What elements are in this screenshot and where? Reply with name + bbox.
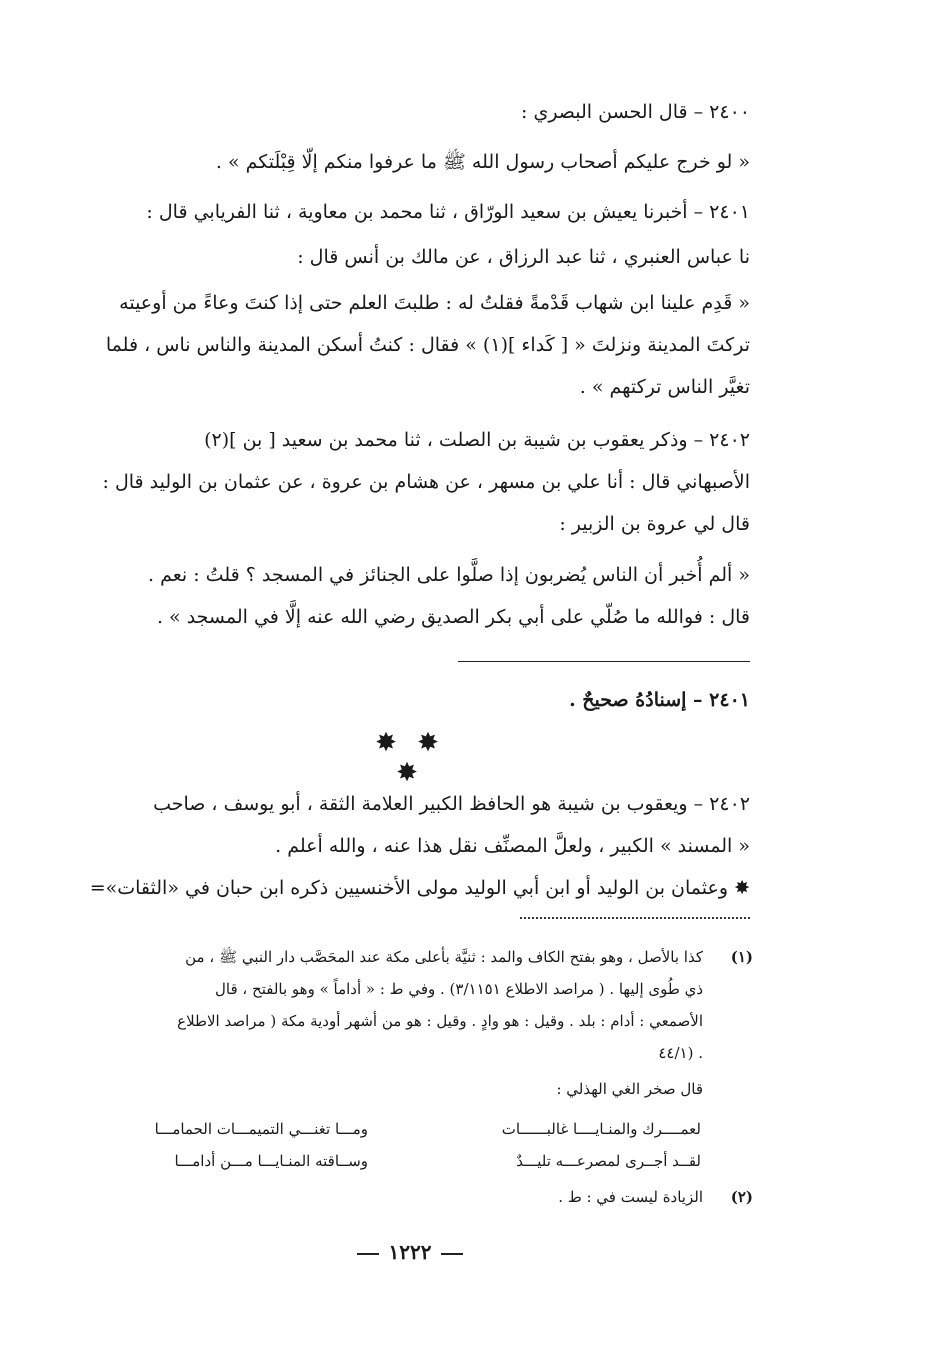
- hadith-2401-text-line-2: تركتَ المدينة ونزلتَ « [ كَداء ](١) » فقال : كنتُ أسكن المدينة والناس ناس ، فلما: [105, 334, 750, 356]
- poem-verse-1-second-hemistich: ومـــا تغنـــي التميمـــات الحمامـــا: [154, 1120, 368, 1138]
- footnote-separator: [520, 917, 750, 919]
- poem-verse-2-first-hemistich: لقــد أجــرى لمصرعـــه تليـــدٌ: [516, 1152, 701, 1170]
- section-separator-stars: ✸ ✸ ✸: [375, 728, 445, 788]
- poem-verse-1-first-hemistich: لعمــــرك والمنـايــــا غالبــــــات: [501, 1120, 701, 1138]
- footnote-2-marker: (٢): [730, 1188, 753, 1206]
- commentary-2402-line-2: « المسند » الكبير ، ولعلَّ المصنِّف نقل هذا عنه ، والله أعلم .: [275, 835, 750, 857]
- commentary-2401: ٢٤٠١ – إسنادُهُ صحيحٌ .: [569, 689, 750, 711]
- hadith-2401-text-line-1: « قَدِم علينا ابن شهاب قَدْمةً فقلتُ له : طلبتَ العلم حتى إذا كنتَ وعاءً من أوعيته: [119, 292, 750, 314]
- hadith-2400-heading: ٢٤٠٠ – قال الحسن البصري :: [521, 101, 750, 123]
- page-number: [340, 1240, 480, 1264]
- footnote-1-line-2: ذي طُوى إليها . ( مراصد الاطلاع ٣/١١٥١) . وفي ط : « أداماً » وهو بالفتح ، قال: [215, 980, 703, 998]
- poem-verse-2-second-hemistich: وســاقته المنـايـــا مـــن أدامـــا: [174, 1152, 368, 1170]
- footnote-1-line-3: الأصمعي : أدام : بلد . وقيل : هو وادٍ . وقيل : هو من أشهر أودية مكة ( مراصد الاطلاع: [177, 1012, 703, 1030]
- footnote-1-poet: قال صخر الغي الهذلي :: [556, 1080, 703, 1098]
- footnote-1-line-1: كذا بالأصل ، وهو بفتح الكاف والمد : ثنيَّة بأعلى مكة عند المحَصَّب دار النبي ﷺ ، من: [185, 948, 703, 966]
- page-number-dash-right: [441, 1253, 463, 1255]
- hadith-2402-heading: ٢٤٠٢ – وذكر يعقوب بن شيبة بن الصلت ، ثنا محمد بن سعيد [ بن ](٢): [204, 429, 750, 451]
- hadith-2402-chain-line-1: الأصبهاني قال : أنا علي بن مسهر ، عن هشام بن عروة ، عن عثمان بن الوليد قال :: [102, 471, 750, 493]
- page-number-value: ١٢٢٢: [388, 1240, 432, 1264]
- hadith-2401-text-line-3: تغيَّر الناس تركتهم » .: [579, 376, 750, 398]
- hadith-2402-text-line-2: قال : فوالله ما صُلّي على أبي بكر الصديق رضي الله عنه إلَّا في المسجد » .: [156, 606, 750, 628]
- commentary-2402-line-1: ٢٤٠٢ – ويعقوب بن شيبة هو الحافظ الكبير العلامة الثقة ، أبو يوسف ، صاحب: [153, 793, 750, 815]
- hadith-2402-chain-line-2: قال لي عروة بن الزبير :: [559, 513, 750, 535]
- commentary-2402-line-3: ✸ وعثمان بن الوليد أو ابن أبي الوليد مولى الأخنسيين ذكره ابن حبان في «الثقات»=: [89, 877, 750, 899]
- footnote-2-text: الزيادة ليست في : ط .: [558, 1188, 703, 1206]
- hadith-2401-chain: نا عباس العنبري ، ثنا عبد الرزاق ، عن مالك بن أنس قال :: [297, 246, 750, 268]
- page-number-dash-left: [357, 1253, 379, 1255]
- commentary-divider: [458, 661, 750, 662]
- footnote-1-line-4: ٤٤/١) .: [658, 1044, 703, 1062]
- footnote-1-marker: (١): [730, 948, 753, 966]
- hadith-2402-text-line-1: « ألم أُخبر أن الناس يُضربون إذا صلَّوا على الجنائز في المسجد ؟ قلتُ : نعم .: [148, 564, 750, 586]
- hadith-2400-text: « لو خرج عليكم أصحاب رسول الله ﷺ ما عرفوا منكم إلّا قِبْلَتكم » .: [215, 151, 750, 173]
- hadith-2401-heading: ٢٤٠١ – أخبرنا يعيش بن سعيد الورّاق ، ثنا محمد بن معاوية ، ثنا الفريابي قال :: [146, 201, 750, 223]
